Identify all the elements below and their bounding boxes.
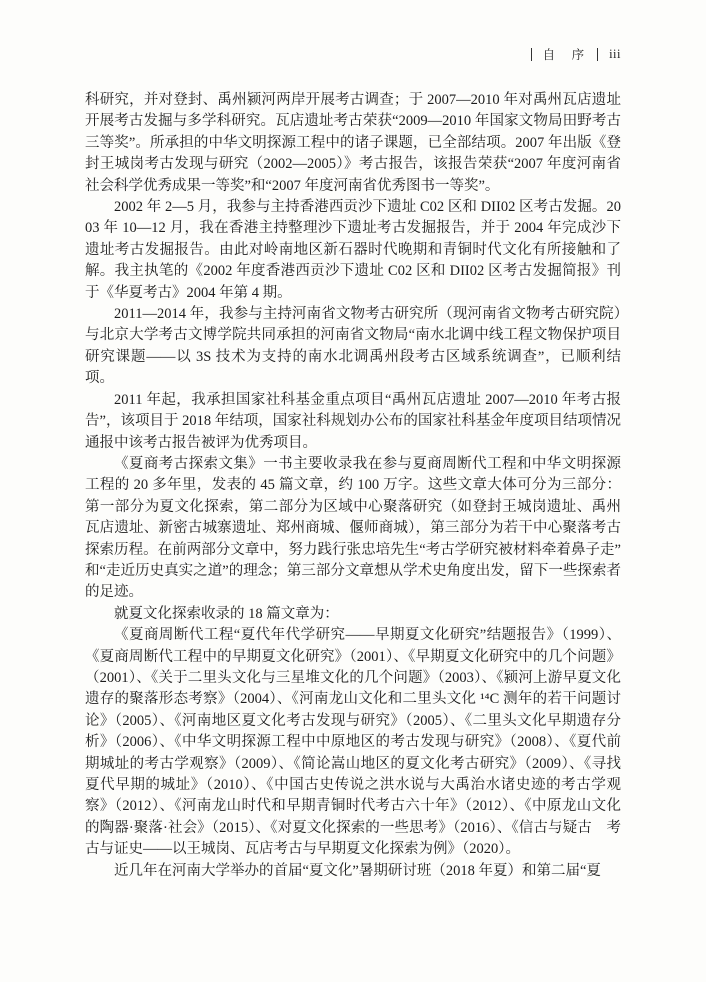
- preface-text-body: [85, 90, 621, 882]
- paragraph-article-list: 《夏商周断代工程“夏代年代学研究——早期夏文化研究”结题报告》（1999）、《夏商周断代工程中的早期夏文化研究》（2001）、《早期夏文化研究中的几个问题》（2001）、《关于二里头文化与三星堆文化的几个问题》（2003）、《颍河上游早夏文化遗存的聚落形态考察》（2004）、《河南龙山文化和二里头文化 ¹⁴C 测年的若干问题讨论》（2005）、《河南地区夏文化考古发现与研究》（2005）、《二里头文化早期遗存分析》（2006）、《中华文明探源工程中中原地区的考古发现与研究》（2008）、《夏代前期城址的考古学观察》（2009）、《简论嵩山地区的夏文化考古研究》（2009）、《寻找夏代早期的城址》（2010）、《中国古史传说之洪水说与大禹治水诸史迹的考古学观察》（2012）、《河南龙山时代和早期青铜时代考古六十年》（2012）、《中原龙山文化的陶器·聚落·社会》（2015）、《对夏文化探索的一些思考》（2016）、《信古与疑古 考古与证史——以王城岗、瓦店考古与早期夏文化探索为例》（2020）。: [85, 627, 621, 858]
- paragraph: 近几年在河南大学举办的首届“夏文化”暑期研讨班（2018 年夏）和第二届“夏: [114, 862, 601, 879]
- header-divider-right: [597, 48, 598, 61]
- paragraph-continuation: 科研究，并对登封、禹州颍河两岸开展考古调查；于 2007—2010 年对禹州瓦店遗址开展考古发掘与多学科研究。瓦店遗址考古荣获“2009—2010 年国家文物局田野考古三等奖”。所承担的中华文明探源工程中的诸子课题，已全部结项。2007 年出版《登封王城岗考古发现与研究（2002—2005）》考古报告，该报告荣获“2007 年度河南省社会科学优秀成果一等奖”和“2007 年度河南省优秀图书一等奖”。: [85, 92, 621, 194]
- running-header: [85, 46, 621, 62]
- header-divider-left: [531, 48, 532, 61]
- paragraph: 就夏文化探索收录的 18 篇文章为：: [114, 605, 339, 622]
- section-title: 自 序: [542, 48, 587, 62]
- paragraph: 2011—2014 年，我参与主持河南省文物考古研究所（现河南省文物考古研究院）与北京大学考古文博学院共同承担的河南省文物局“南水北调中线工程文物保护项目研究课题——以 3S 技术为支持的南水北调禹州段考古区域系统调查”，已顺利结项。: [85, 306, 621, 387]
- paragraph: 《夏商考古探索文集》一书主要收录我在参与夏商周断代工程和中华文明探源工程的 20 多年里，发表的 45 篇文章，约 100 万字。这些文章大体可分为三部分：第一部分为夏文化探索，第二部分为区域中心聚落研究（如登封王城岗遗址、禹州瓦店遗址、新密古城寨遗址、郑州商城、偃师商城），第三部分为若干中心聚落考古探索历程。在前两部分文章中，努力践行张忠培先生“考古学研究被材料牵着鼻子走”和“走近历史真实之道”的理念；第三部分文章想从学术史角度出发，留下一些探索者的足迹。: [85, 455, 621, 601]
- paragraph: 2002 年 2—5 月，我参与主持香港西贡沙下遗址 C02 区和 DII02 区考古发掘。2003 年 10—12 月，我在香港主持整理沙下遗址考古发掘报告，并于 2004 年完成沙下遗址考古发掘报告。由此对岭南地区新石器时代晚期和青铜时代文化有所接触和了解。我主执笔的《2002 年度香港西贡沙下遗址 C02 区和 DII02 区考古发掘简报》刊于《华夏考古》2004 年第 4 期。: [85, 199, 621, 301]
- paragraph: 2011 年起，我承担国家社科基金重点项目“禹州瓦店遗址 2007—2010 年考古报告”，该项目于 2018 年结项，国家社科规划办公布的国家社科基金年度项目结项情况通报中该考古报告被评为优秀项目。: [85, 391, 621, 451]
- page-number: iii: [609, 46, 621, 61]
